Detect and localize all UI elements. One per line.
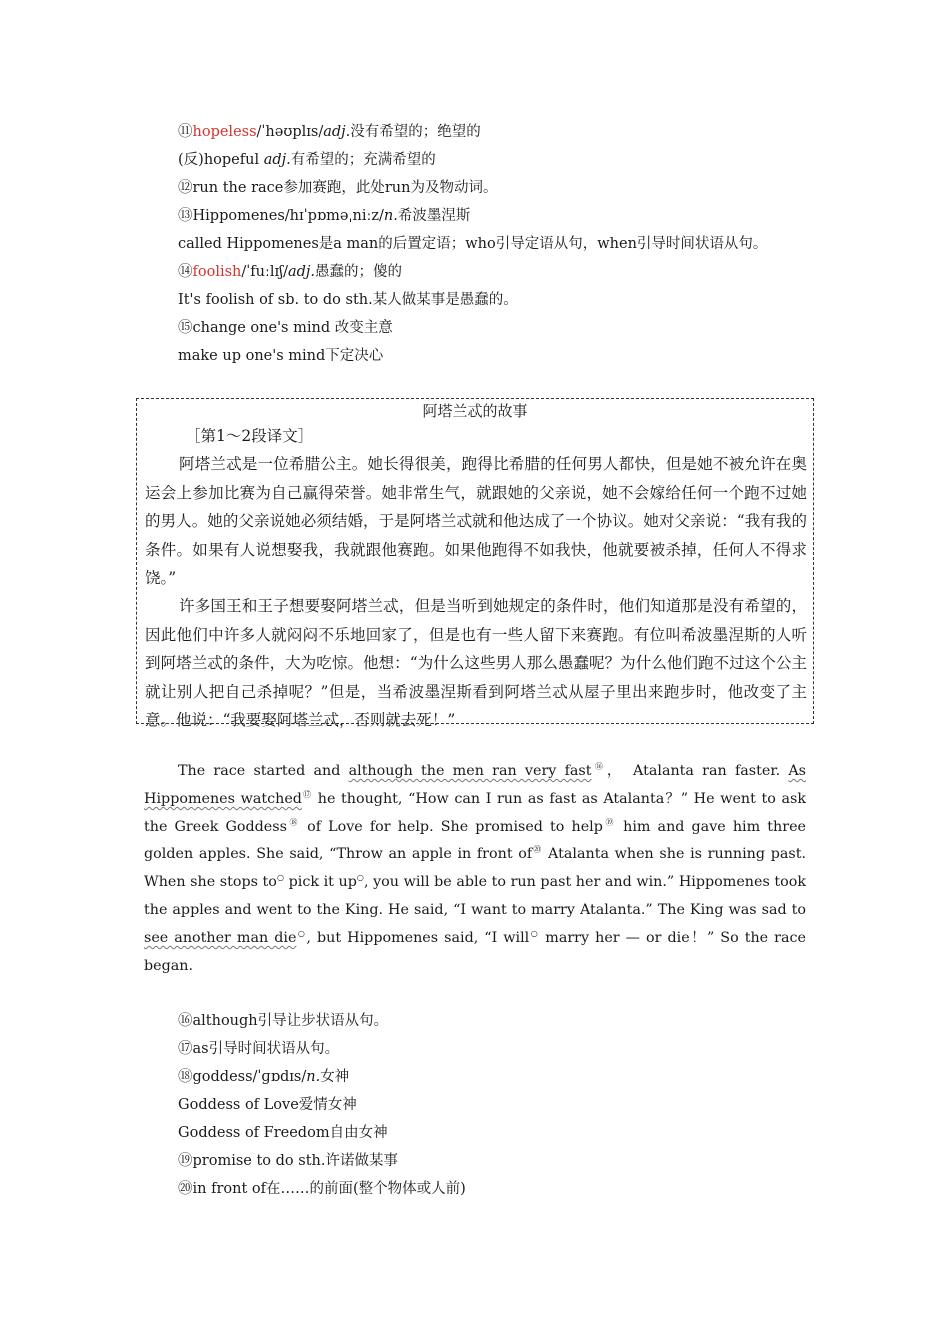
- note-text: 希波墨涅斯: [397, 208, 471, 224]
- translation-label: ［第1～2段译文］: [185, 427, 314, 445]
- footnote-marker: ○: [296, 928, 307, 938]
- note-text: make up one's mind下定决心: [178, 348, 384, 364]
- underlined-phrase: see another man die: [144, 929, 297, 946]
- note-text: adj.: [287, 264, 315, 280]
- story-text: Atalanta when she is running past. When she stops to: [144, 846, 807, 891]
- note-line: [178, 258, 828, 286]
- note-line: [178, 1147, 828, 1175]
- note-number: ⑭: [178, 264, 193, 280]
- footnote-marker: ⑳: [532, 845, 543, 855]
- note-line: [178, 174, 828, 202]
- story-text: The race started and: [178, 763, 349, 779]
- note-text: /ˈfuːlɪʃ/: [241, 264, 288, 280]
- translation-body: [137, 422, 813, 734]
- footnote-marker: ⑯: [591, 762, 607, 771]
- note-text: goddess/ˈɡɒdɪs/: [192, 1069, 307, 1085]
- translation-title: 阿塔兰忒的故事: [422, 402, 528, 420]
- note-text: adj.: [323, 124, 351, 140]
- note-number: ⑮: [178, 320, 193, 336]
- note-text: n.: [306, 1069, 321, 1085]
- note-text: /ˈhəʊplɪs/: [256, 124, 324, 140]
- note-line: [178, 202, 828, 230]
- vocabulary-notes-bottom: [178, 1007, 828, 1203]
- translation-paragraph-2: 许多国王和王子想要娶阿塔兰忒，但是当听到她规定的条件时，他们知道那是没有希望的，因此他们中许多人就闷闷不乐地回家了，但是也有一些人留下来赛跑。有位叫希波墨涅斯的人听到阿塔兰忒的条件，大为吃惊。他想：“为什么这些男人那么愚蠢呢？为什么他们跑不过这个公主就让别人把自己杀掉呢？”但是，当希波墨涅斯看到阿塔兰忒从屋子里出来跑步时，他改变了主意。他说：“我要娶阿塔兰忒，否则就去死！”: [145, 597, 807, 730]
- footnote-marker: ○: [356, 873, 364, 883]
- story-paragraph: [144, 758, 806, 980]
- story-text: he thought, “How can I run as fast as Atalanta？” He went to ask the Greek Goddess: [144, 790, 806, 835]
- note-line: [178, 1119, 828, 1147]
- note-line: [178, 146, 828, 174]
- note-number: ⑬: [178, 208, 193, 224]
- note-text: Hippomenes/hɪˈpɒməˌniːz/: [192, 208, 384, 224]
- note-text: n.: [383, 208, 398, 224]
- story-text: him and gave him three golden apples. She said, “Throw an apple in front of: [144, 818, 806, 863]
- note-line: [178, 314, 828, 342]
- note-number: ⑲: [178, 1153, 193, 1169]
- note-line: [178, 286, 828, 314]
- note-text: run the race参加赛跑，此处run为及物动词。: [192, 180, 498, 196]
- note-text: 有希望的；充满希望的: [290, 152, 436, 168]
- vocabulary-notes-top: [178, 118, 828, 370]
- note-line: [178, 230, 828, 258]
- note-text: Goddess of Love爱情女神: [178, 1097, 357, 1113]
- note-text: (反)hopeful: [178, 152, 264, 168]
- story-text: , but Hippomenes said, “I will: [306, 929, 530, 946]
- footnote-marker: ○: [529, 928, 540, 938]
- note-text: called Hippomenes是a man的后置定语；who引导定语从句，when引导时间状语从句。: [178, 236, 768, 252]
- note-line: [178, 1035, 828, 1063]
- note-line: [178, 1007, 828, 1035]
- footnote-marker: ⑱: [286, 817, 301, 827]
- note-number: ⑯: [178, 1013, 193, 1029]
- note-text: promise to do sth.许诺做某事: [192, 1153, 398, 1169]
- note-text: It's foolish of sb. to do sth.某人做某事是愚蠢的。: [178, 292, 518, 308]
- note-number: ⑪: [178, 124, 193, 140]
- note-text: as引导时间状语从句。: [192, 1041, 340, 1057]
- story-text: ， Atalanta ran faster.: [606, 763, 789, 779]
- translation-paragraph-1: 阿塔兰忒是一位希腊公主。她长得很美，跑得比希腊的任何男人都快，但是她不被允许在奥运会上参加比赛为自己赢得荣誉。她非常生气，就跟她的父亲说，她不会嫁给任何一个跑不过她的男人。她的父亲说她必须结婚，于是阿塔兰忒就和他达成了一个协议。她对父亲说：“我有我的条件。如果有人说想娶我，我就跟他赛跑。如果他跑得不如我快，他就要被杀掉，任何人不得求饶。”: [145, 455, 807, 588]
- note-number: ⑰: [178, 1041, 193, 1057]
- underlined-phrase: although the men ran very fast: [348, 763, 592, 779]
- note-number: ⑱: [178, 1069, 193, 1085]
- note-line: [178, 1175, 828, 1203]
- story-text: marry her — or die！” So the race began.: [144, 929, 807, 974]
- note-text: adj.: [263, 152, 291, 168]
- note-text: 没有希望的；绝望的: [350, 124, 481, 140]
- note-line: [178, 1091, 828, 1119]
- note-text: change one's mind 改变主意: [192, 320, 393, 336]
- story-text: , you will be able to run past her and win.” Hippomenes took the apples and went to the King. He said, “I want to marry Atalanta.” The King was sad to: [144, 874, 807, 918]
- note-text: 愚蠢的；傻的: [315, 264, 402, 280]
- note-number: ⑫: [178, 180, 193, 196]
- story-text: pick it up: [284, 874, 357, 891]
- note-line: [178, 342, 828, 370]
- note-text: in front of在……的前面(整个物体或人前): [192, 1181, 466, 1197]
- note-text: foolish: [192, 264, 242, 280]
- note-text: Goddess of Freedom自由女神: [178, 1125, 388, 1141]
- note-line: [178, 118, 828, 146]
- footnote-marker: ○: [276, 873, 284, 883]
- note-text: hopeless: [192, 124, 257, 140]
- note-text: 女神: [320, 1069, 350, 1085]
- story-text: of Love for help. She promised to help: [300, 818, 603, 835]
- translation-box: [136, 398, 814, 730]
- underlined-phrase: As Hippomenes watched: [144, 763, 807, 807]
- note-text: although引导让步状语从句。: [192, 1013, 389, 1029]
- footnote-marker: ⑲: [602, 817, 617, 827]
- footnote-marker: ⑰: [301, 789, 313, 799]
- note-number: ⑳: [178, 1181, 193, 1197]
- note-line: [178, 1063, 828, 1091]
